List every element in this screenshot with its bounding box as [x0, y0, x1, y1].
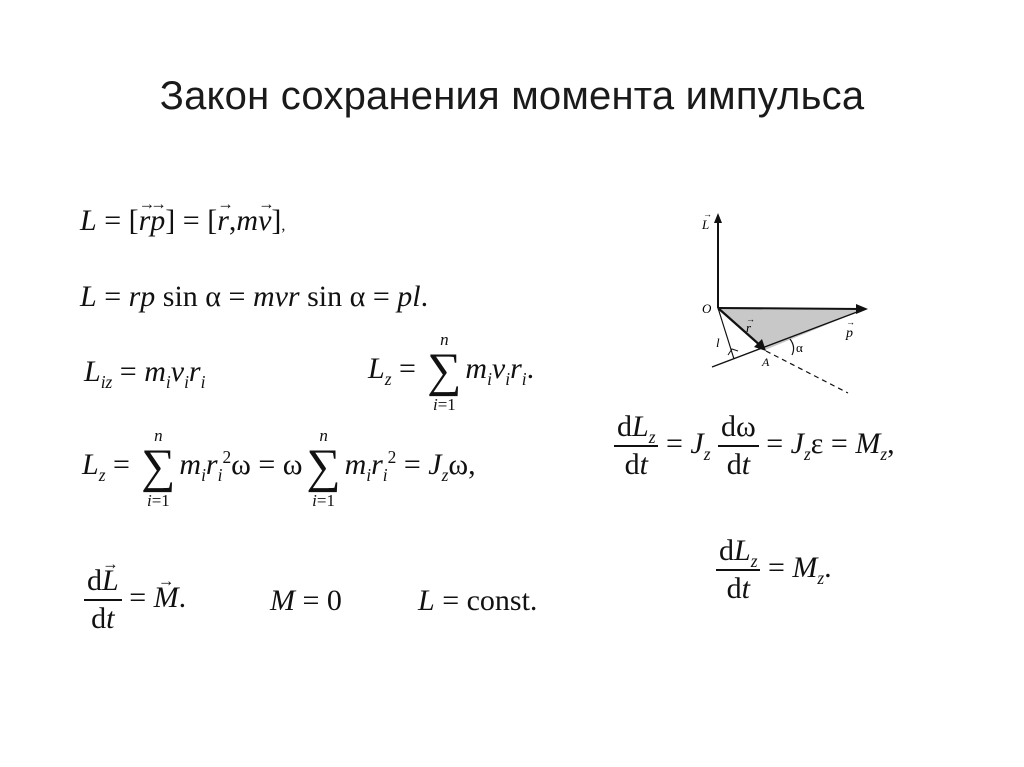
label-L: L	[702, 217, 710, 232]
label-l: l	[716, 335, 720, 350]
equation-condition: M = 0	[270, 584, 342, 617]
sum-symbol: n ∑ i=1	[427, 330, 462, 414]
equation-particle-z: $L_{iz} = m_iv_ir_i$	[84, 355, 206, 392]
equation-definition: L = [r →p →] = [r →,mv →],	[80, 206, 285, 236]
label-alpha: α	[796, 340, 803, 355]
equation-axis-law: $\frac{dL_z}{dt}$ = $M_z$.	[716, 536, 832, 604]
sum-symbol: n ∑ i=1	[141, 426, 176, 510]
label-O: O	[702, 301, 712, 316]
equation-magnitude: L = rp sin α = mvr sin α = pl.	[80, 280, 429, 313]
slide-title: Закон сохранения момента импульса	[159, 74, 865, 118]
equation-conservation: L = const.	[418, 584, 538, 617]
svg-text:→: →	[746, 314, 755, 324]
sum-symbol: n ∑ i=1	[306, 426, 341, 510]
svg-text:→: →	[703, 209, 712, 219]
equation-rigid-body: $L_z$ = n ∑ i=1 $m_ir_i^2\omega = \omega$ n ∑ i=1 $m_ir_i^2 = J_z\omega$,	[82, 426, 476, 510]
equation-dynamics-axis: $\frac{dL_z}{dt}$ = $J_z$ $\frac{d\omega}{dt}$ = $J_z\varepsilon = M_z$,	[614, 412, 895, 480]
angular-momentum-diagram	[690, 205, 880, 400]
equation-moment-law: $\frac{dL \to}{dt}$ = M →.	[84, 566, 186, 634]
label-r: r	[746, 320, 752, 335]
equation-system-z: $L_z$ = n ∑ i=1 $m_iv_ir_i$.	[368, 330, 535, 414]
label-p: p	[846, 326, 853, 341]
label-A: A	[762, 355, 770, 369]
svg-text:→: →	[846, 317, 855, 327]
